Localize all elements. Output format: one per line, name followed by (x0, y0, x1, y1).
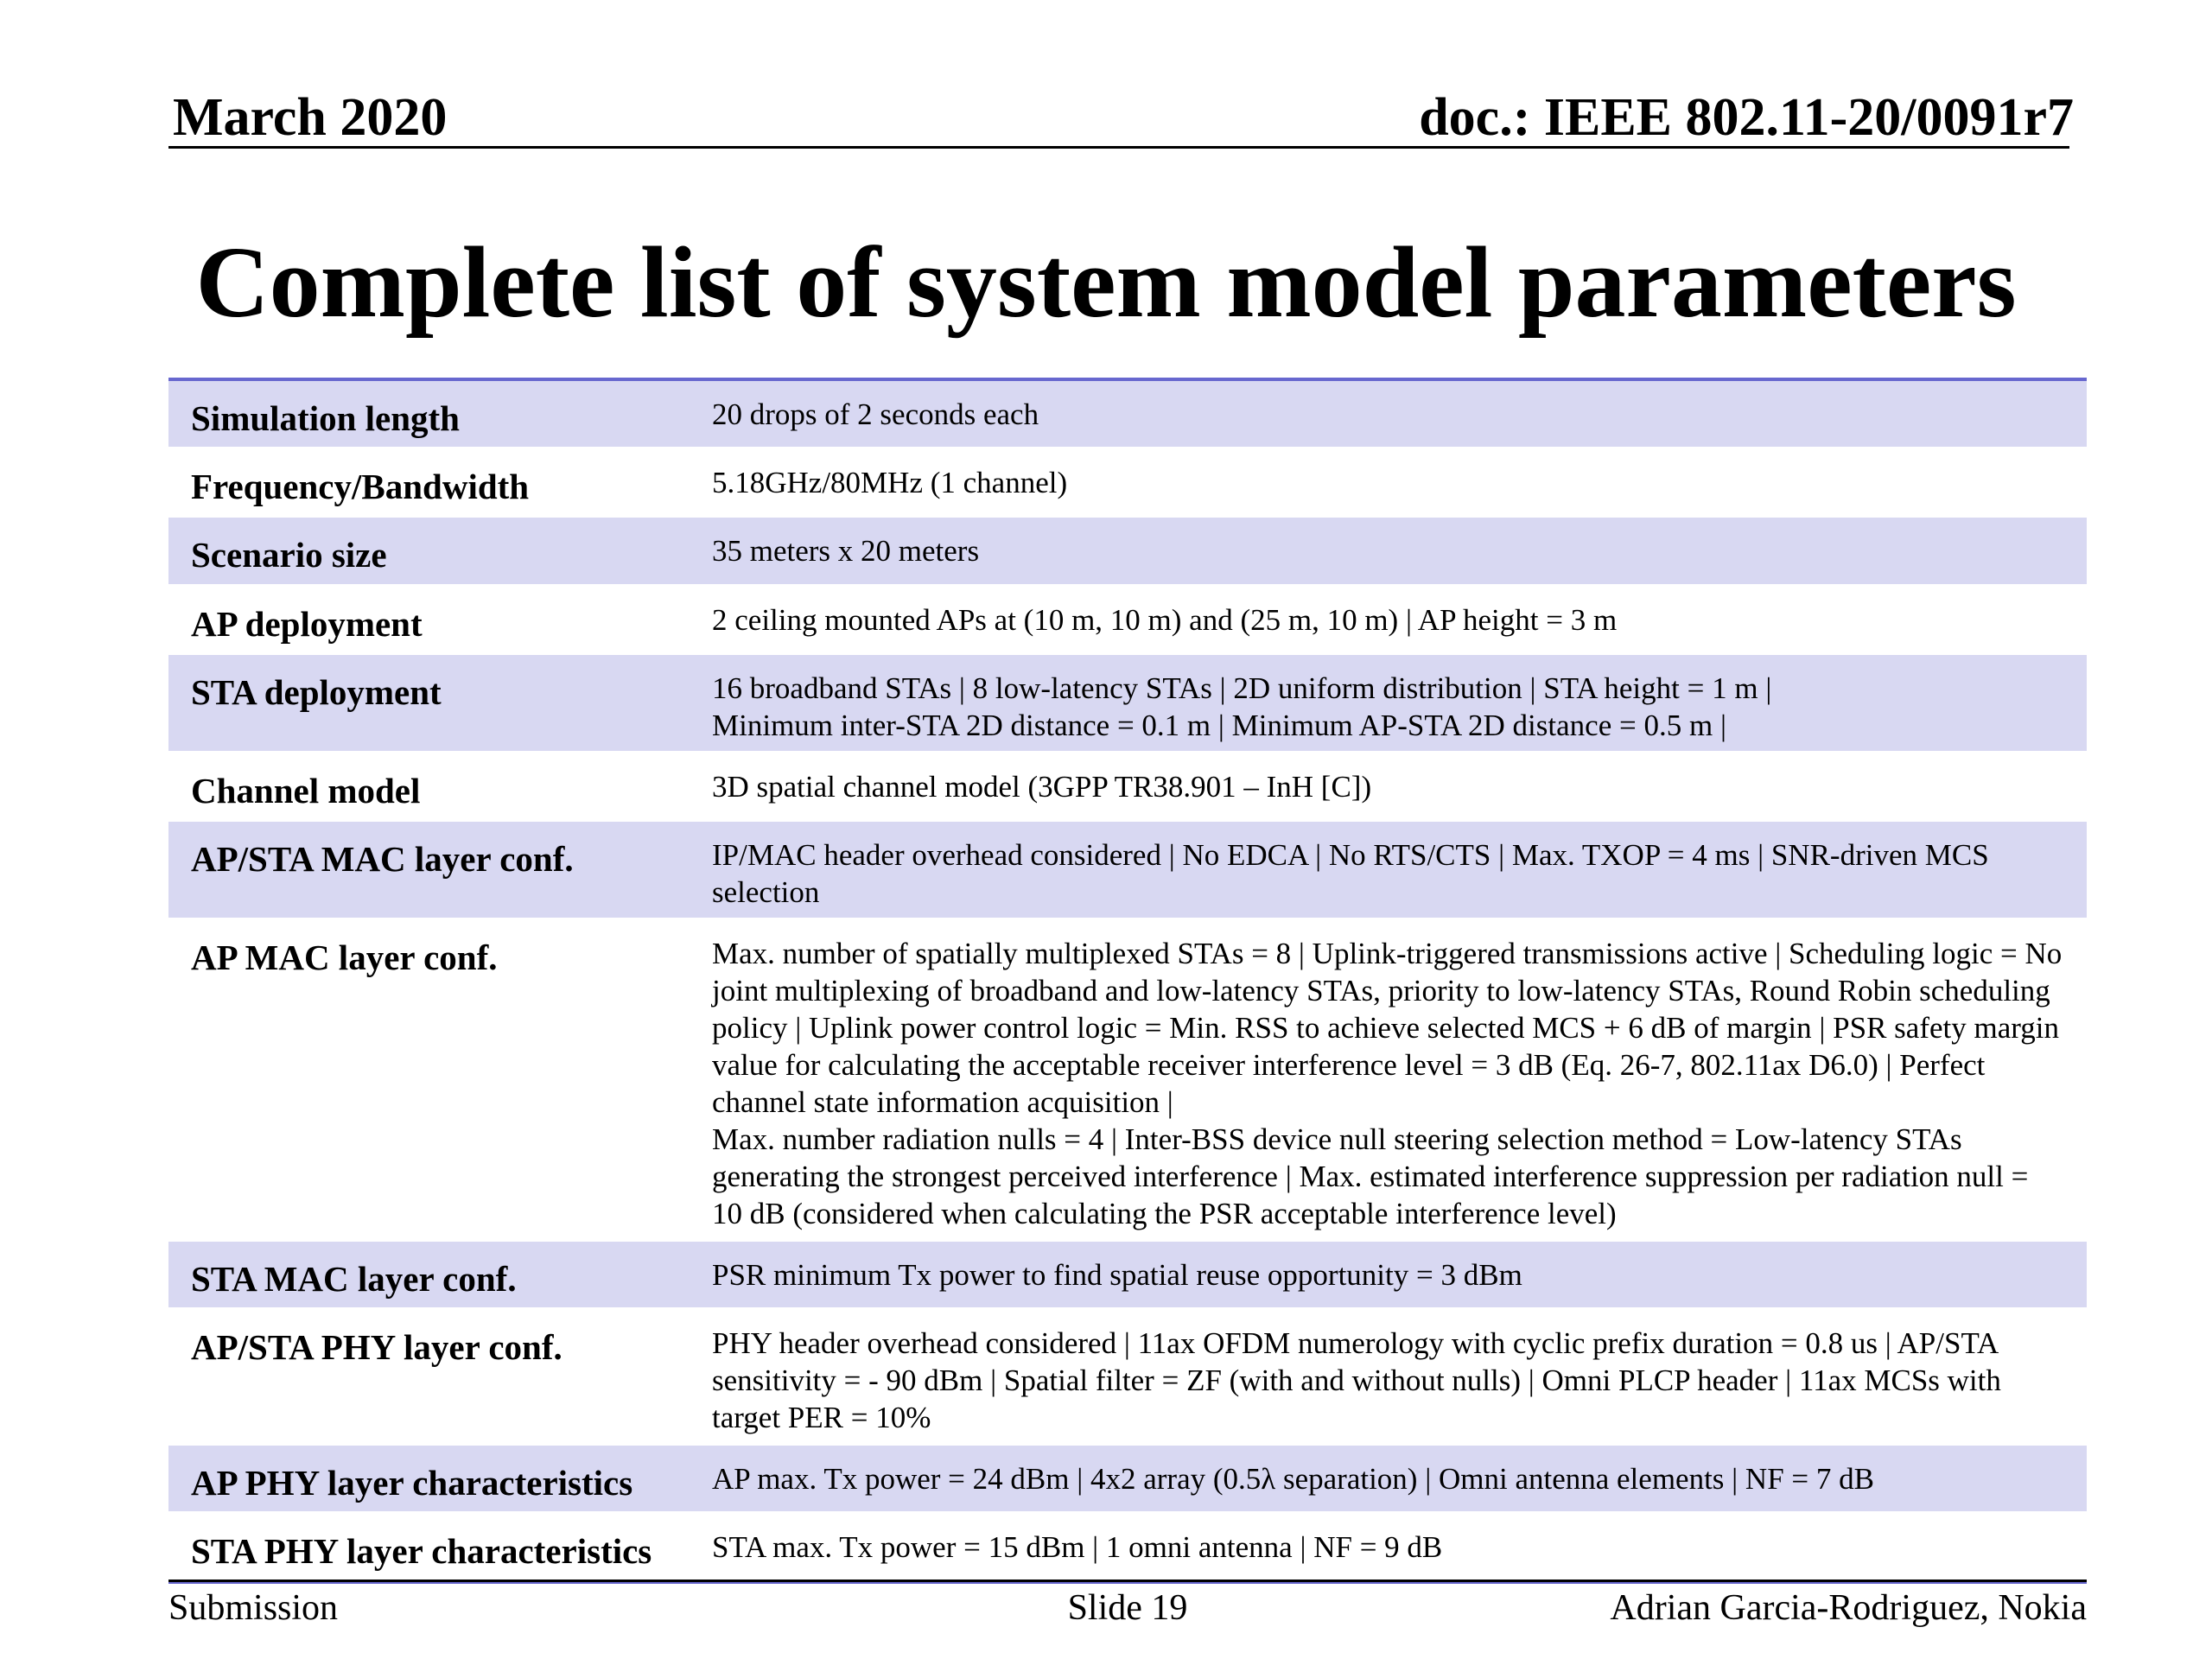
table-row (168, 1240, 2087, 1308)
param-value: 16 broadband STAs | 8 low-latency STAs | 2D uniform distribution | STA height = 1 m | Minimum inter-STA 2D distance = 0.1 m | Minimum AP-STA 2D distance = 0.5 m | (712, 653, 2087, 752)
param-value: AP max. Tx power = 24 dBm | 4x2 array (0.5λ separation) | Omni antenna elements | NF = 7 dB (712, 1445, 2087, 1513)
footer-submission: Submission (168, 1588, 339, 1628)
table-row (168, 585, 2087, 653)
param-value: 35 meters x 20 meters (712, 517, 2087, 585)
table-row (168, 820, 2087, 918)
table-row (168, 918, 2087, 1240)
param-name: Channel model (191, 770, 421, 810)
footer-divider (168, 1580, 2087, 1582)
table-row (168, 653, 2087, 752)
param-name: AP/STA MAC layer conf. (168, 820, 712, 918)
table-row (168, 448, 2087, 517)
param-value: STA max. Tx power = 15 dBm | 1 omni antenna | NF = 9 dB (712, 1530, 1443, 1565)
param-value: 5.18GHz/80MHz (1 channel) (712, 466, 1068, 500)
footer-author: Adrian Garcia-Rodriguez, Nokia (1610, 1588, 2087, 1628)
table-row (168, 1309, 2087, 1445)
table-row (168, 1513, 2087, 1582)
header-date: March 2020 (173, 88, 448, 147)
header-divider (168, 146, 2069, 149)
param-value: 3D spatial channel model (3GPP TR38.901 – InH [C]) (712, 769, 1372, 804)
param-value: IP/MAC header overhead considered | No EDCA | No RTS/CTS | Max. TXOP = 4 ms | SNR-driven MCS selection (712, 820, 2087, 918)
param-value: 2 ceiling mounted APs at (10 m, 10 m) and (25 m, 10 m) | AP height = 3 m (712, 602, 1618, 637)
param-name: AP MAC layer conf. (191, 937, 498, 977)
param-name: STA PHY layer characteristics (191, 1531, 652, 1572)
param-name: STA deployment (168, 653, 712, 752)
param-value: Max. number of spatially multiplexed STAs = 8 | Uplink-triggered transmissions active | Scheduling logic = No joint multiplexing of broadband and low-latency STAs, priority to low-latency STAs, Round Robin scheduling policy | Uplink power control logic = Min. RSS to achieve selected MCS + 6 dB of margin | PSR safety margin value for calculating the acceptable receiver interference level = 3 dB (Eq. 26-7, 802.11ax D6.0) | Perfect channel state information acquisition | Max. number radiation nulls = 4 | Inter-BSS device null steering selection method = Low-latency STAs generating the strongest perceived interference | Max. estimated interference suppression per radiation null = 10 dB (considered when calculating the PSR acceptable interference level) (712, 936, 2063, 1230)
param-name: Scenario size (168, 517, 712, 585)
table-row (168, 752, 2087, 820)
footer-slide-number: Slide 19 (1067, 1588, 1188, 1628)
param-name: AP/STA PHY layer conf. (191, 1327, 563, 1368)
param-name: Simulation length (168, 379, 712, 448)
table-row (168, 1445, 2087, 1513)
param-value: PHY header overhead considered | 11ax OFDM numerology with cyclic prefix duration = 0.8 us | AP/STA sensitivity = - 90 dBm | Spatial filter = ZF (with and without nulls) | Omni PLCP header | 11ax MCSs with target PER = 10% (712, 1326, 2001, 1435)
param-value: PSR minimum Tx power to find spatial reuse opportunity = 3 dBm (712, 1240, 2087, 1308)
slide-title: Complete list of system model parameters (195, 226, 2017, 339)
param-value: 20 drops of 2 seconds each (712, 379, 2087, 448)
param-name: Frequency/Bandwidth (191, 467, 530, 507)
param-name: AP PHY layer characteristics (168, 1445, 712, 1513)
param-name: AP deployment (191, 603, 423, 644)
header-doc-number: doc.: IEEE 802.11-20/0091r7 (1419, 88, 2074, 147)
param-name: STA MAC layer conf. (168, 1240, 712, 1308)
table-row (168, 379, 2087, 448)
table-row (168, 517, 2087, 585)
parameters-table (168, 378, 2087, 1584)
